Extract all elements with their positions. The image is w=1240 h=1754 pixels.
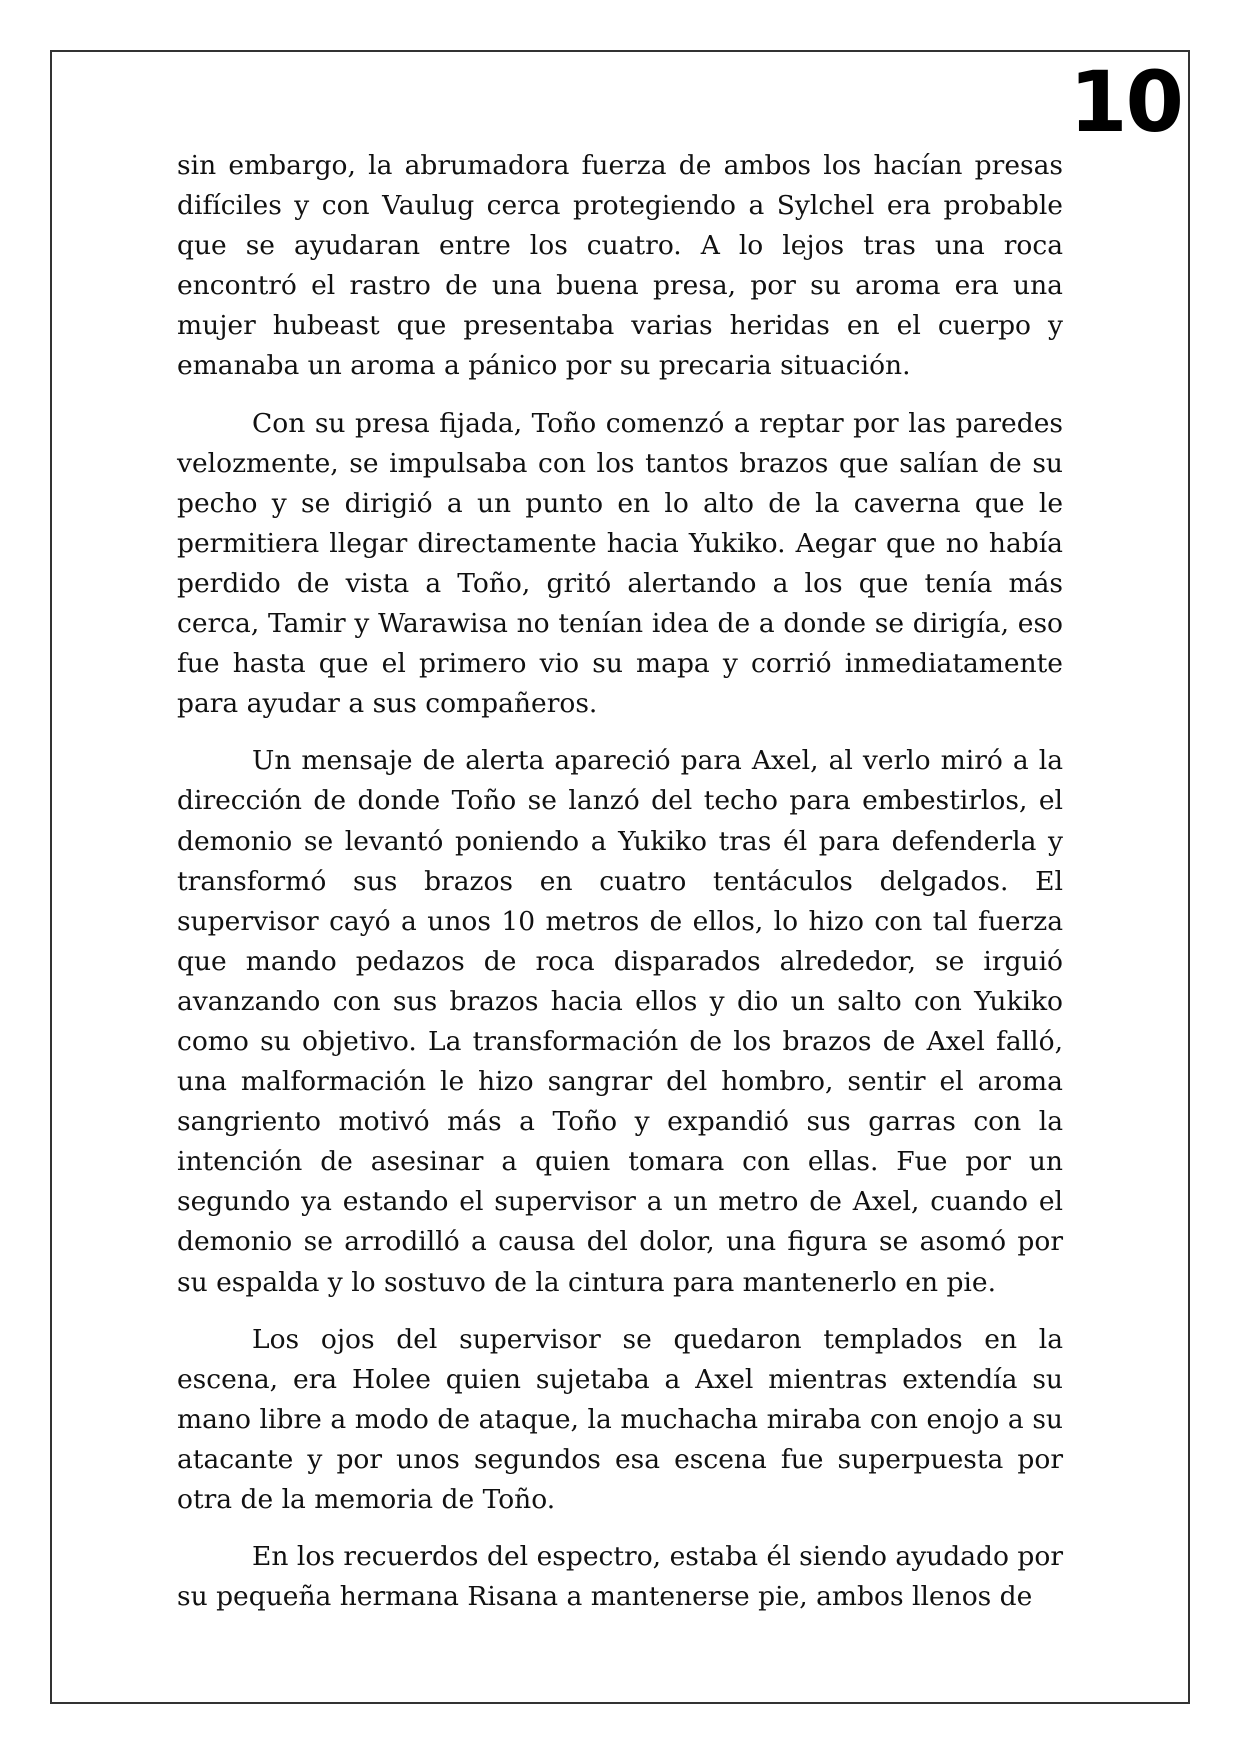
chapter-text	[177, 146, 1063, 1634]
paragraph-3: Un mensaje de alerta apareció para Axel, al verlo miró a la dirección de donde Toño se lanzó del techo para embestirlos, el demonio se levantó poniendo a Yukiko tras él para defenderla y transformó sus brazos en cuatro tentáculos delgados. El supervisor cayó a unos 10 metros de ellos, lo hizo con tal fuerza que mando pedazos de roca disparados alrededor, se irguió avanzando con sus brazos hacia ellos y dio un salto con Yukiko como su objetivo. La transformación de los brazos de Axel falló, una malformación le hizo sangrar del hombro, sentir el aroma sangriento motivó más a Toño y expandió sus garras con la intención de asesinar a quien tomara con ellas. Fue por un segundo ya estando el supervisor a un metro de Axel, cuando el demonio se arrodilló a causa del dolor, una figura se asomó por su espalda y lo sostuvo de la cintura para mantenerlo en pie.	[177, 745, 1063, 1298]
page-number: 10	[1069, 53, 1182, 151]
paragraph-1: sin embargo, la abrumadora fuerza de ambos los hacían presas difíciles y con Vaulug cerca protegiendo a Sylchel era probable que se ayudaran entre los cuatro. A lo lejos tras una roca encontró el rastro de una buena presa, por su aroma era una mujer hubeast que presentaba varias heridas en el cuerpo y emanaba un aroma a pánico por su precaria situación.	[177, 150, 1063, 382]
paragraph-2: Con su presa fijada, Toño comenzó a reptar por las paredes velozmente, se impulsaba con los tantos brazos que salían de su pecho y se dirigió a un punto en lo alto de la caverna que le permitiera llegar directamente hacia Yukiko. Aegar que no había perdido de vista a Toño, gritó alertando a los que tenía más cerca, Tamir y Warawisa no tenían idea de a donde se dirigía, eso fue hasta que el primero vio su mapa y corrió inmediatamente para ayudar a sus compañeros.	[177, 407, 1063, 720]
paragraph-5: En los recuerdos del espectro, estaba él siendo ayudado por su pequeña hermana Risana a mantenerse pie, ambos llenos de	[177, 1541, 1063, 1613]
paragraph-4: Los ojos del supervisor se quedaron templados en la escena, era Holee quien sujetaba a Axel mientras extendía su mano libre a modo de ataque, la muchacha miraba con enojo a su atacante y por unos segundos esa escena fue superpuesta por otra de la memoria de Toño.	[177, 1323, 1063, 1515]
